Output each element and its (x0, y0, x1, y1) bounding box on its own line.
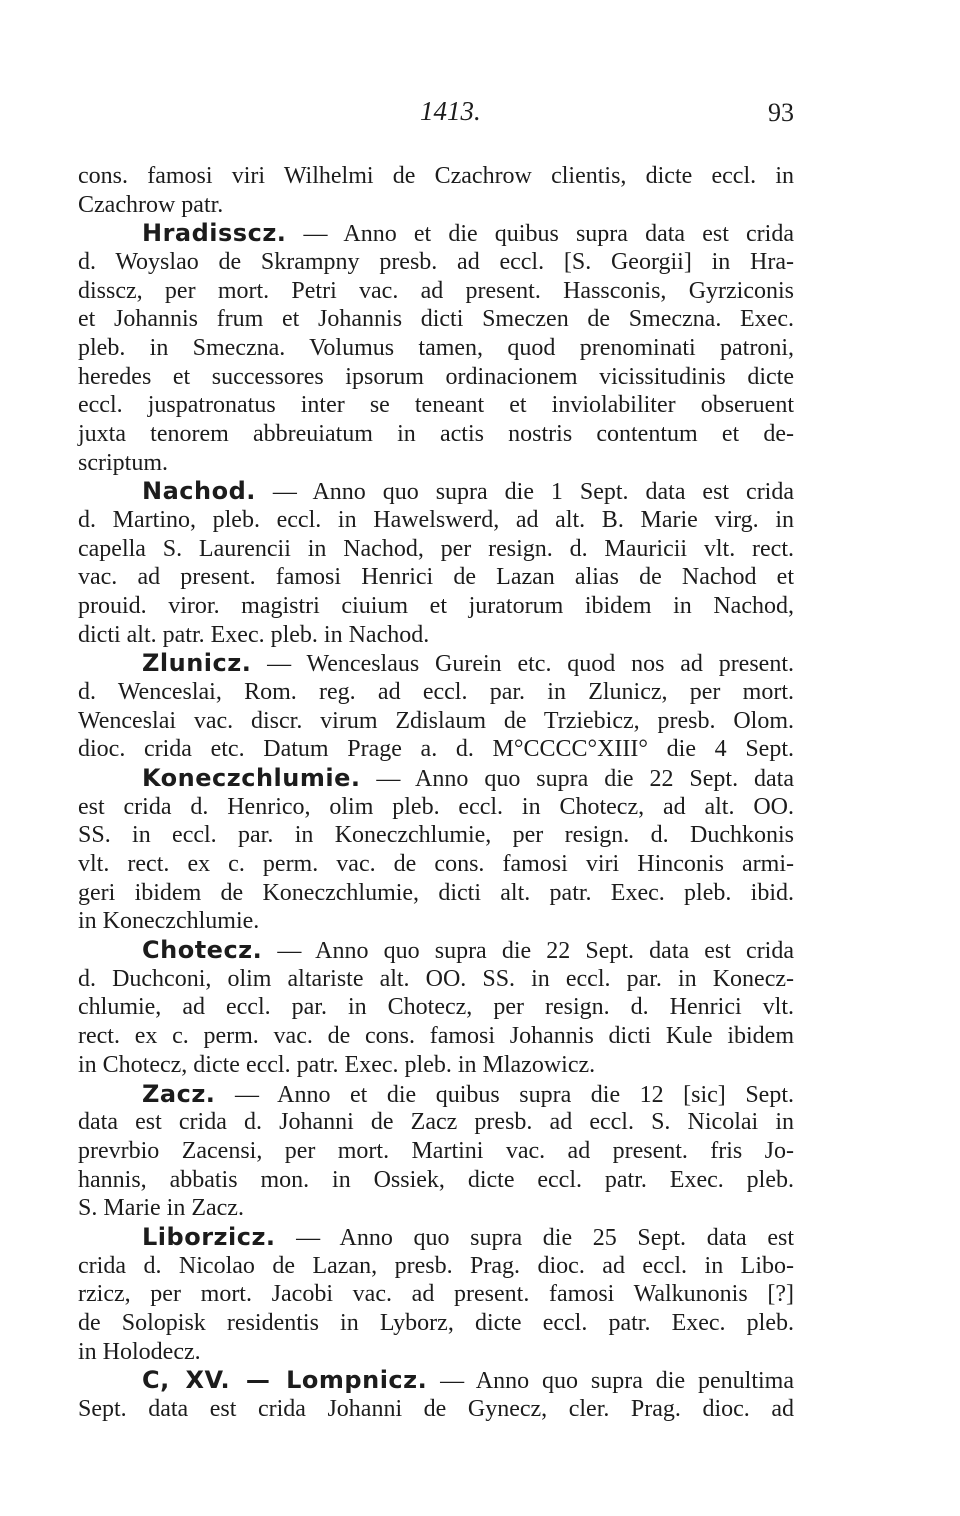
entry-heading: Lompnicz. (286, 1366, 428, 1395)
line-text: prevrbio Zacensi, per mort. Martini vac. ad present. fris Jo- (78, 1137, 794, 1164)
text-line (78, 162, 794, 191)
text-line (78, 649, 794, 678)
line-text: d. Martino, pleb. eccl. in Hawelswerd, ad alt. B. Marie virg. in (78, 507, 794, 534)
line-text: est crida d. Henrico, olim pleb. eccl. in Chotecz, ad alt. OO. (78, 793, 794, 820)
text-line (78, 305, 794, 334)
entry-heading: Chotecz. (142, 936, 263, 965)
text-line (78, 764, 794, 793)
text-line (78, 1338, 794, 1367)
line-text: vlt. rect. ex c. perm. vac. de cons. famosi viri Hinconis armi- (78, 851, 794, 878)
text-line (78, 1080, 794, 1109)
line-text: cons. famosi viri Wilhelmi de Czachrow clientis, dicte eccl. in (78, 163, 794, 189)
text-line (78, 1194, 794, 1223)
text-line (78, 248, 794, 277)
text-line (78, 277, 794, 306)
text-line (78, 1137, 794, 1166)
text-line (78, 191, 794, 220)
line-text: juxta tenorem abbreuiatum in actis nostris contentum et de- (78, 421, 794, 448)
line-text: — Anno quo supra die 25 Sept. data est (275, 1224, 794, 1251)
text-line (78, 707, 794, 736)
text-line (78, 850, 794, 879)
text-line (78, 1366, 794, 1395)
entry-heading: Hradisscz. (142, 219, 287, 248)
page-number: 93 (768, 98, 794, 127)
text-line (78, 592, 794, 621)
line-text: data est crida d. Johanni de Zacz presb. ad eccl. S. Nicolai in (78, 1109, 794, 1136)
entry-heading: Zlunicz. (142, 649, 252, 678)
line-text: hannis, abbatis mon. in Ossiek, dicte eccl. patr. Exec. pleb. (78, 1166, 794, 1193)
line-text: prouid. viror. magistri ciuium et juratorum ibidem in Nachod, (78, 593, 794, 620)
text-line (78, 535, 794, 564)
entry-heading: Liborzicz. (142, 1222, 276, 1251)
line-text: — Anno quo supra die 22 Sept. data (360, 766, 794, 793)
entry-heading: Koneczchlumie. (142, 764, 361, 793)
text-line (78, 334, 794, 363)
text-line (78, 1395, 794, 1424)
text-line (78, 965, 794, 994)
line-text: dioc. crida etc. Datum Prage a. d. M°CCCC°XIII° die 4 Sept. (78, 736, 794, 763)
line-text: chlumie, ad eccl. par. in Chotecz, per resign. d. Henrici vlt. (78, 994, 794, 1021)
text-line (78, 993, 794, 1022)
line-text: Czachrow patr. (78, 191, 224, 218)
line-text: vac. ad present. famosi Henrici de Lazan alias de Nachod et (78, 564, 794, 591)
line-text: geri ibidem de Koneczchlumie, dicti alt. patr. Exec. pleb. ibid. (78, 879, 794, 906)
line-text: d. Duchconi, olim altariste alt. OO. SS. in eccl. par. in Konecz- (78, 965, 794, 992)
text-line (78, 1309, 794, 1338)
line-text: in Koneczchlumie. (78, 908, 260, 935)
text-line (78, 1051, 794, 1080)
text-line (78, 563, 794, 592)
line-text: S. Marie in Zacz. (78, 1195, 244, 1222)
line-text: rzicz, per mort. Jacobi vac. ad present. famosi Walkunonis [?] (78, 1281, 794, 1308)
text-line (78, 1108, 794, 1137)
line-text: — Wenceslaus Gurein etc. quod nos ad present. (251, 651, 794, 678)
text-line (78, 907, 794, 936)
text-line (78, 1252, 794, 1281)
line-text: crida d. Nicolao de Lazan, presb. Prag. dioc. ad eccl. in Libo- (78, 1252, 794, 1279)
line-text: — Anno quo supra die 22 Sept. data est crida (262, 938, 794, 965)
text-line (78, 449, 794, 478)
text-line (78, 1280, 794, 1309)
text-line (78, 363, 794, 392)
text-line (78, 1166, 794, 1195)
line-text: disscz, per mort. Petri vac. ad present. Hassconis, Gyrziconis (78, 277, 794, 304)
text-line (78, 678, 794, 707)
line-text: in Chotecz, dicte eccl. patr. Exec. pleb. in Mlazowicz. (78, 1051, 596, 1078)
entry-heading: Zacz. (142, 1079, 216, 1108)
line-text: d. Woyslao de Skrampny presb. ad eccl. [S. Georgii] in Hra- (78, 249, 794, 276)
text-line (78, 391, 794, 420)
line-text: — Anno quo supra die penultima (427, 1368, 794, 1395)
line-text: scriptum. (78, 449, 168, 476)
text-body (78, 162, 794, 1424)
line-text: — Anno et die quibus supra data est crida (286, 221, 794, 248)
text-line (78, 879, 794, 908)
text-line (78, 936, 794, 965)
line-text: dicti alt. patr. Exec. pleb. in Nachod. (78, 621, 430, 648)
header-year: 1413. (420, 96, 481, 126)
line-text: eccl. juspatronatus inter se teneant et inviolabiliter obseruent (78, 392, 794, 419)
text-line (78, 735, 794, 764)
line-text: Sept. data est crida Johanni de Gynecz, cler. Prag. dioc. ad (78, 1395, 794, 1422)
line-text: in Holodecz. (78, 1338, 201, 1365)
text-line (78, 506, 794, 535)
text-line (78, 420, 794, 449)
line-text: heredes et successores ipsorum ordinacionem vicissitudinis dicte (78, 363, 794, 390)
line-text: — Anno quo supra die 1 Sept. data est crida (255, 479, 794, 506)
line-text: rect. ex c. perm. vac. de cons. famosi Johannis dicti Kule ibidem (78, 1023, 794, 1050)
text-line (78, 477, 794, 506)
text-line (78, 821, 794, 850)
entry-heading: Nachod. (142, 477, 256, 506)
line-text: Wenceslai vac. discr. virum Zdislaum de Trziebicz, presb. Olom. (78, 707, 794, 734)
text-line (78, 621, 794, 650)
line-text: et Johannis frum et Johannis dicti Smeczen de Smeczna. Exec. (78, 306, 794, 333)
text-line (78, 793, 794, 822)
text-line (78, 1223, 794, 1252)
line-text: SS. in eccl. par. in Koneczchlumie, per resign. d. Duchkonis (78, 822, 794, 849)
running-header (0, 96, 960, 136)
line-text: capella S. Laurencii in Nachod, per resign. d. Mauricii vlt. rect. (78, 535, 794, 562)
text-line (78, 1022, 794, 1051)
text-line (78, 219, 794, 248)
line-text: de Solopisk residentis in Lyborz, dicte eccl. patr. Exec. pleb. (78, 1309, 794, 1336)
line-text: d. Wenceslai, Rom. reg. ad eccl. par. in Zlunicz, per mort. (78, 679, 794, 706)
section-number: C, XV. — (142, 1366, 287, 1395)
line-text: — Anno et die quibus supra die 12 [sic] Sept. (215, 1081, 794, 1108)
line-text: pleb. in Smeczna. Volumus tamen, quod prenominati patroni, (78, 335, 794, 362)
